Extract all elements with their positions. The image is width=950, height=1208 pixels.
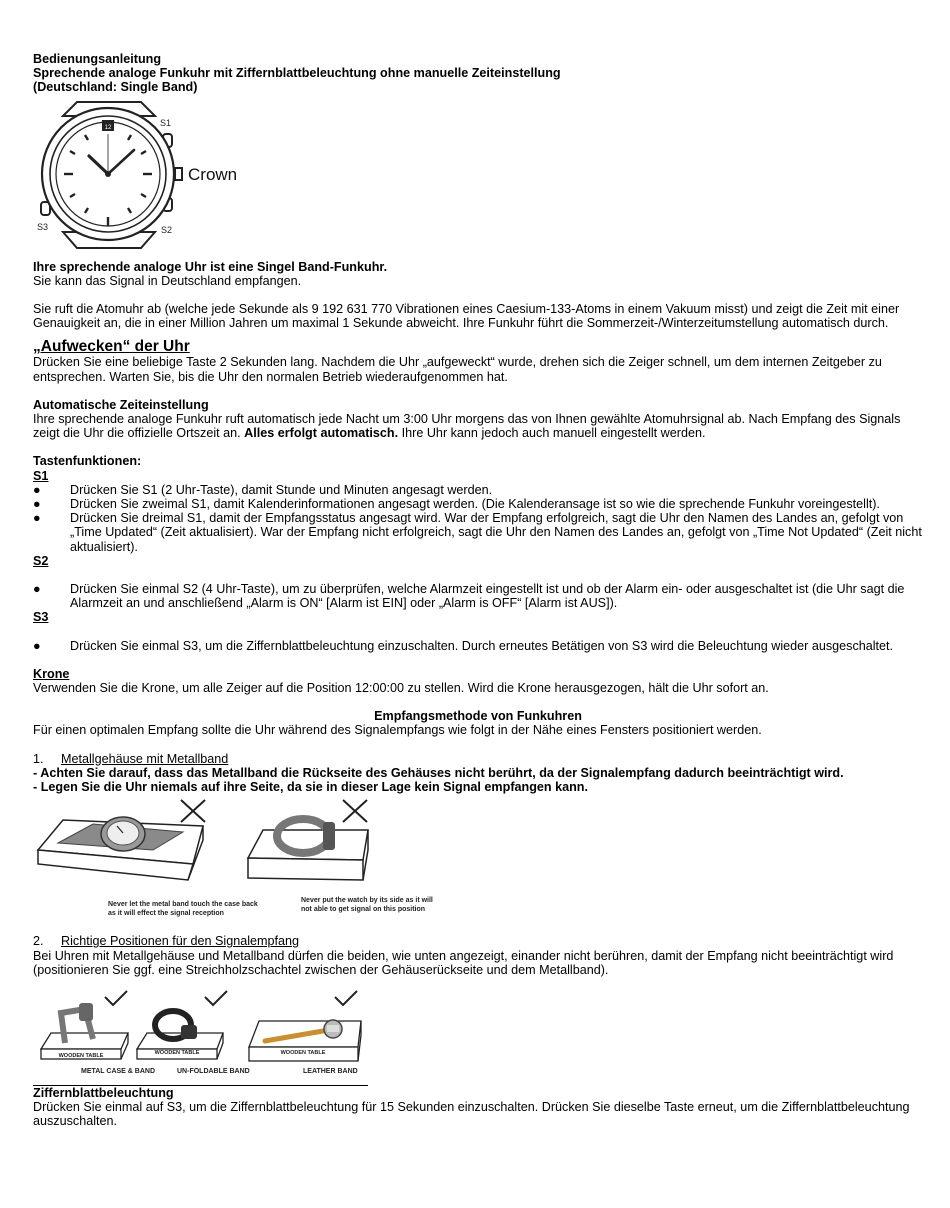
reception-item1 <box>33 752 923 766</box>
wake-text: Drücken Sie eine beliebige Taste 2 Sekunden lang. Nachdem die Uhr „aufgeweckt“ wurde, drehen sich die Zeiger schnell, um dem internen Zeitgeber zu entsprechen. Warten Sie, bis die Uhr den normalen Betrieb wiederaufgenommen hat. <box>33 355 882 384</box>
s1-item-text: Drücken Sie dreimal S1, damit der Empfangsstatus angesagt wird. War der Empfang erfolgreich, sagt die Uhr den Namen des Landes an, gefolgt von „Time Updated“ (Zeit aktualisiert). War der Empfang nicht erfolgreich, sagt die Uhr den Namen des Landes an, gefolgt von „Time Not Updated“ (Zeit nicht aktualisiert). <box>70 511 922 554</box>
s3-item-text: Drücken Sie einmal S3, um die Ziffernblattbeleuchtung einzuschalten. Durch erneutes Betätigen von S3 wird die Beleuchtung wieder ausgeschaltet. <box>70 638 894 653</box>
intro-title: Ihre sprechende analoge Uhr ist eine Singel Band-Funkuhr. <box>33 259 388 274</box>
item2-number: 2. <box>33 934 44 949</box>
fig1-caption-a1: Never let the metal band touch the case back <box>108 901 258 909</box>
fig2-table-label-1: WOODEN TABLE <box>58 1052 104 1059</box>
item1-line1: - Achten Sie darauf, dass das Metallband die Rückseite des Gehäuses nicht berührt, da der Signalempfang dadurch beeinträchtigt wird. <box>33 765 844 780</box>
backlight-heading: Ziffernblattbeleuchtung <box>33 1085 174 1100</box>
watch-diagram <box>33 98 253 254</box>
metal-case-band-illustration <box>41 1003 155 1075</box>
s1-bullet-3 <box>33 511 923 554</box>
auto-text-bold: Alles erfolgt automatisch. <box>244 426 399 441</box>
item1-title: Metallgehäuse mit Metallband <box>61 751 229 766</box>
s3-label: S3 <box>33 610 49 625</box>
s1-item-text: Drücken Sie S1 (2 Uhr-Taste), damit Stunde und Minuten angesagt werden. <box>70 482 493 497</box>
metal-band-touching-illustration <box>38 817 203 880</box>
label-s3: S3 <box>37 221 49 232</box>
backlight-text: Drücken Sie einmal auf S3, um die Ziffernblattbeleuchtung für 15 Sekunden einzuschalten. Drücken Sie dieselbe Taste erneut, um die Ziffernblattbeleuchtung auszuschalten. <box>33 1100 910 1129</box>
incorrect-placement-figure <box>33 798 433 920</box>
dial-twelve-label: 12 <box>104 124 112 131</box>
check-icon <box>105 991 127 1005</box>
bullet-icon: ● <box>33 511 41 526</box>
check-icon <box>205 991 227 1005</box>
s2-label: S2 <box>33 553 49 568</box>
doc-title-line1: Bedienungsanleitung <box>33 52 162 66</box>
fig1-caption-b2: not able to get signal on this position <box>301 906 426 914</box>
crown-text: Verwenden Sie die Krone, um alle Zeiger auf die Position 12:00:00 zu stellen. Wird die Krone herausgezogen, hält die Uhr sofort an. <box>33 681 769 696</box>
wake-heading: „Aufwecken“ der Uhr <box>33 338 190 356</box>
s2-bullet-1 <box>33 582 923 610</box>
s2-item-text: Drücken Sie einmal S2 (4 Uhr-Taste), um zu überprüfen, welche Alarmzeit eingestellt ist und ob der Alarm ein- oder ausgeschaltet ist (die Uhr sagt die Alarmzeit an und anschließend „Alarm is ON“ [Alarm ist EIN] oder „Alarm is OFF“ [Alarm ist AUS]). <box>70 582 905 611</box>
fig1-caption-a2: as it will effect the signal reception <box>108 910 224 918</box>
bullet-icon: ● <box>33 497 41 512</box>
unfoldable-band-illustration <box>137 1011 250 1075</box>
cross-icon <box>181 800 205 822</box>
label-s2: S2 <box>161 224 173 235</box>
intro-line: Sie kann das Signal in Deutschland empfangen. <box>33 273 302 288</box>
fig2-caption-3: LEATHER BAND <box>303 1067 358 1075</box>
label-crown: Crown <box>188 164 238 184</box>
doc-title-line2: Sprechende analoge Funkuhr mit Ziffernblattbeleuchtung ohne manuelle Zeiteinstellung <box>33 66 561 81</box>
document-page <box>33 52 923 1129</box>
intro-paragraph: Sie ruft die Atomuhr ab (welche jede Sekunde als 9 192 631 770 Vibrationen eines Caesium-133-Atoms in einem Vakuum misst) und zeigt die Zeit mit einer Genauigkeit an, die in einer Million Jahren um maximal 1 Sekunde abweicht. Ihre Funkuhr führt die Sommerzeit-/Winterzeitumstellung automatisch durch. <box>33 302 900 331</box>
watch-on-side-illustration <box>248 819 368 880</box>
keys-heading: Tastenfunktionen: <box>33 454 142 469</box>
item1-line2: - Legen Sie die Uhr niemals auf ihre Seite, da sie in dieser Lage kein Signal empfangen kann. <box>33 780 588 795</box>
fig1-caption-b1: Never put the watch by its side as it will <box>301 897 433 905</box>
bullet-icon: ● <box>33 582 41 597</box>
fig2-caption-2: UN-FOLDABLE BAND <box>177 1067 250 1075</box>
item1-number: 1. <box>33 751 44 766</box>
leather-band-illustration <box>249 1020 361 1075</box>
reception-heading: Empfangsmethode von Funkuhren <box>374 709 582 724</box>
fig2-caption-1: METAL CASE & BAND <box>81 1067 156 1075</box>
crown-shape <box>175 168 182 180</box>
auto-text <box>33 412 923 440</box>
auto-text-part2: Ihre Uhr kann jedoch auch manuell eingestellt werden. <box>398 426 706 441</box>
bullet-icon: ● <box>33 482 41 497</box>
reception-text: Für einen optimalen Empfang sollte die Uhr während des Signalempfangs wie folgt in der Nähe eines Fensters positioniert werden. <box>33 723 762 738</box>
auto-heading: Automatische Zeiteinstellung <box>33 397 209 412</box>
auto-text-part1: Ihre sprechende analoge Funkuhr ruft automatisch jede Nacht um 3:00 Uhr morgens das von Ihnen gewählte Atomuhrsignal ab. Nach Empfang des Signals zeigt die Uhr die offizielle Ortszeit an. <box>33 412 901 441</box>
label-s1: S1 <box>160 117 172 128</box>
correct-placement-figure <box>33 991 378 1083</box>
crown-heading: Krone <box>33 666 70 681</box>
s1-label: S1 <box>33 468 49 483</box>
reception-item2 <box>33 934 923 948</box>
cross-icon <box>343 800 367 822</box>
s1-item-text: Drücken Sie zweimal S1, damit Kalenderinformationen angesagt werden. (Die Kalenderansage ist so wie die sprechende Funkuhr voreingestellt). <box>70 497 880 512</box>
item2-text: Bei Uhren mit Metallgehäuse und Metallband dürfen die beiden, wie unten angezeigt, einander nicht berühren, damit der Empfang nicht beeinträchtigt wird (positionieren Sie ggf. eine Streichholzschachtel zwischen der Gehäuserückseite und dem Metallband). <box>33 948 894 977</box>
fig2-table-label-3: WOODEN TABLE <box>280 1049 326 1056</box>
s3-bullet-1 <box>33 639 923 653</box>
s1-bullet-2 <box>33 497 923 511</box>
bullet-icon: ● <box>33 638 41 653</box>
fig2-table-label-2: WOODEN TABLE <box>154 1049 200 1056</box>
check-icon <box>335 991 357 1005</box>
s1-bullet-1 <box>33 483 923 497</box>
doc-title-line3: (Deutschland: Single Band) <box>33 80 198 95</box>
item2-title: Richtige Positionen für den Signalempfang <box>61 934 300 949</box>
